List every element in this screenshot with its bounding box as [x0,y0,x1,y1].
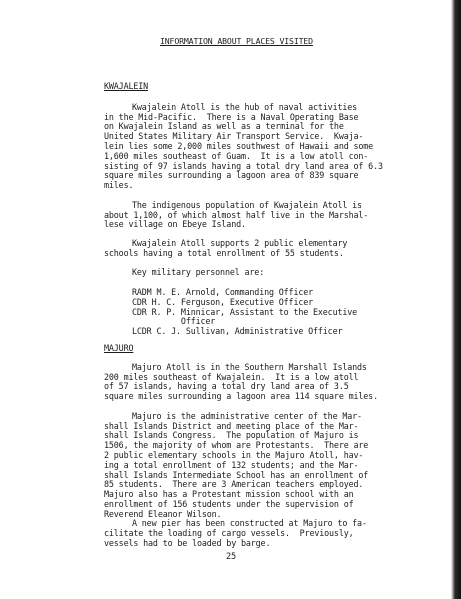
document-title: INFORMATION ABOUT PLACES VISITED [160,36,313,46]
paragraph-line: Reverend Eleanor Wilson. [104,508,222,519]
paragraph-line: 1,600 miles southeast of Guam. It is a low atoll con- [104,150,369,161]
paragraph-line: miles. [104,180,134,191]
paragraph-line: shall Islands District and meeting place of the Mar- [104,420,359,431]
personnel-line: CDR R. P. Minnicar, Assistant to the Executive [132,306,358,317]
paragraph-line: lein lies some 2,000 miles southwest of Hawaii and some [104,141,374,151]
paragraph-line: of 57 islands, having a total dry land area of 3.5 [104,381,349,392]
paragraph-line: The indigenous population of Kwajalein Atoll is [132,199,362,210]
paragraph-line: Majuro is the administrative center of the Mar- [132,410,362,421]
paragraph-line: 2 public elementary schools in the Majuro Atoll, hav- [104,449,364,460]
section-heading-majuro: MAJURO [104,343,134,354]
paragraph-line: on Kwajalein Island as well as a terminal for the [104,121,344,132]
paragraph-line: sisting of 97 islands having a total dry land area of 6.3 [104,160,383,171]
page-number: 25 [226,552,237,562]
paragraph-line: square miles surrounding a lagoon area 114 square miles. [104,391,378,402]
paragraph-line: square miles surrounding a lagoon area of 839 square [104,170,359,181]
paragraph-line: Majuro Atoll is in the Southern Marshall Islands [132,361,367,372]
personnel-line: LCDR C. J. Sullivan, Administrative Officer [132,326,343,337]
paragraph-line: 200 miles southeast of Kwajalein. It is a low atoll [104,371,359,382]
paragraph-line: schools having a total enrollment of 55 students. [104,247,344,258]
paragraph-line: Key military personnel are: [132,267,265,278]
paragraph-line: Majuro also has a Protestant mission school with an [104,489,354,499]
scan-edge-shadow [451,0,461,599]
paragraph-line: lese village on Ebeye Island. [104,219,246,230]
paragraph-line: enrollment of 156 students under the supervision of [104,498,354,509]
paragraph-line: A new pier has been constructed at Majuro to fa- [132,518,367,529]
section-heading-kwajalein: KWAJALEIN [104,80,149,91]
paragraph-line: shall Islands Congress. The population of Majuro is [104,430,359,441]
paragraph-line: Kwajalein Atoll supports 2 public elementary [132,238,348,248]
paragraph-line: shall Islands Intermediate School has an enrollment of [104,469,369,480]
paragraph-line: in the Mid-Pacific. There is a Naval Operating Base [104,111,359,122]
personnel-line: Officer [132,316,216,327]
paragraph-line: vessels had to be loaded by barge. [104,538,271,548]
paragraph-line: cilitate the loading of cargo vessels. Previously, [104,528,354,539]
paragraph-line: United States Military Air Transport Service. Kwaja- [104,131,364,142]
personnel-line: CDR H. C. Ferguson, Executive Officer [132,296,314,307]
paragraph-line: ing a total enrollment of 132 students; and the Mar- [104,459,359,470]
paragraph-line: 85 students. There are 3 American teachers employed. [104,479,364,490]
paragraph-line: Kwajalein Atoll is the hub of naval activities [132,101,358,112]
personnel-line: RADM M. E. Arnold, Commanding Officer [132,287,314,297]
paragraph-line: about 1,100, of which almost half live in the Marshal- [104,209,369,220]
paragraph-line: 1506, the majority of whom are Protestants. There are [104,440,369,451]
